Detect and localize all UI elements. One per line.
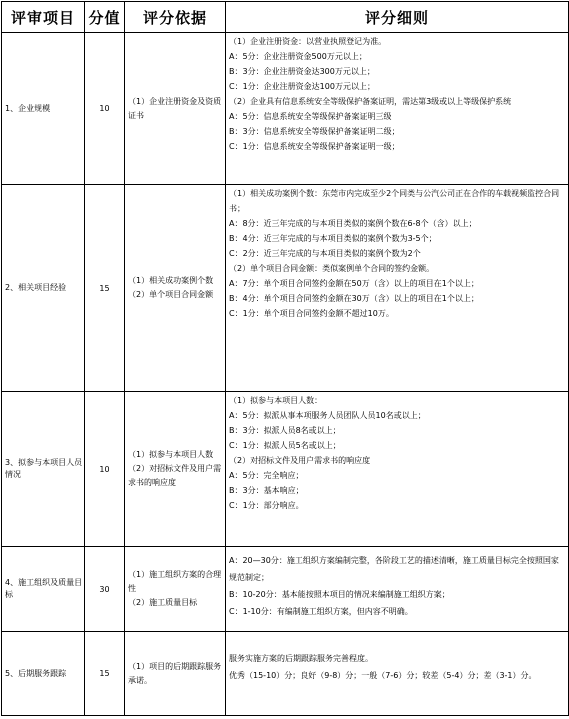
detail-line: C：1分：拟派人员5名或以上；	[229, 441, 341, 450]
detail-line: B：3分：拟派人员8名或以上；	[229, 426, 341, 435]
row-project: 1、企业规模	[2, 33, 85, 185]
row-basis	[125, 632, 226, 716]
detail-line: （1）拟参与本项目人数：	[229, 396, 323, 405]
row-project: 5、后期服务跟踪	[2, 632, 85, 716]
detail-line: B：3分：企业注册资金达300万元以上；	[229, 67, 375, 76]
row-score: 10	[85, 33, 125, 185]
detail-line: C：1分：部分响应。	[229, 501, 304, 510]
detail-line: C：2分：近三年完成的与本项目类似的案例个数为2个	[229, 249, 421, 258]
detail-line: （2）企业具有信息系统安全等级保护备案证明，需达第3级或以上等级保护系统	[229, 97, 512, 106]
detail-line: A：5分：信息系统安全等级保护备案证明三级	[229, 112, 392, 121]
basis-line: （2）对招标文件及用户需求书的响应度	[128, 464, 222, 487]
detail-line: C：1分：信息系统安全等级保护备案证明一级；	[229, 142, 400, 151]
detail-line: A：5分：企业注册资金500万元以上；	[229, 52, 367, 61]
header-details: 评分细则	[226, 2, 569, 33]
detail-line: C：1分：单个项目合同签约金额不超过10万。	[229, 309, 394, 318]
row-details	[226, 632, 569, 716]
detail-line: （1）企业注册资金：以营业执照登记为准。	[229, 37, 387, 46]
detail-line: A：8分：近三年完成的与本项目类似的案例个数在6-8个（含）以上；	[229, 219, 477, 228]
row-basis	[125, 547, 226, 632]
header-project: 评审项目	[2, 2, 85, 33]
detail-line: （2）单个项目合同金额：类似案例单个合同的签约金额。	[229, 264, 435, 273]
row-project: 4、施工组织及质量目标	[2, 547, 85, 632]
detail-line: C：1-10分：有编制施工组织方案，但内容不明确。	[229, 607, 413, 616]
detail-line: 优秀（15-10）分；良好（9-8）分；一般（7-6）分；较差（5-4）分；差（3-1）分。	[229, 671, 537, 680]
row-basis	[125, 185, 226, 392]
detail-line: C：1分：企业注册资金达100万元以上；	[229, 82, 375, 91]
table-row	[2, 185, 569, 392]
detail-line: （1）相关成功案例个数：东莞市内完成至少2个同类与公汽公司正在合作的车载视频监控合同书；	[229, 189, 560, 213]
row-score: 10	[85, 392, 125, 547]
row-score: 15	[85, 185, 125, 392]
basis-line: （1）相关成功案例个数	[128, 276, 214, 285]
table-header-row	[2, 2, 569, 33]
row-details	[226, 547, 569, 632]
detail-line: B：3分：信息系统安全等级保护备案证明二级；	[229, 127, 400, 136]
detail-line: A：5分：拟派从事本项服务人员团队人员10名或以上；	[229, 411, 426, 420]
detail-line: B：4分：近三年完成的与本项目类似的案例个数为3-5个；	[229, 234, 437, 243]
detail-line: B：4分：单个项目合同签约金额在30万（含）以上的项目在1个以上；	[229, 294, 479, 303]
row-project: 3、拟参与本项目人员情况	[2, 392, 85, 547]
table-row	[2, 632, 569, 716]
detail-line: B：10-20分：基本能按照本项目的情况来编制施工组织方案；	[229, 590, 450, 599]
table-row	[2, 33, 569, 185]
row-basis	[125, 392, 226, 547]
scoring-table	[1, 1, 569, 716]
detail-line: 服务实施方案的后期跟踪服务完善程度。	[229, 654, 373, 663]
basis-line: （1）项目的后期跟踪服务承诺。	[128, 661, 222, 685]
header-basis: 评分依据	[125, 2, 226, 33]
basis-line: （1）拟参与本项目人数	[128, 450, 214, 459]
header-score: 分值	[85, 2, 125, 33]
detail-line: A：5分：完全响应；	[229, 471, 304, 480]
row-score: 30	[85, 547, 125, 632]
detail-line: B：3分：基本响应；	[229, 486, 304, 495]
row-details	[226, 392, 569, 547]
table-row	[2, 547, 569, 632]
row-details	[226, 33, 569, 185]
row-basis	[125, 33, 226, 185]
detail-line: （2）对招标文件及用户需求书的响应度	[229, 456, 371, 465]
basis-line: （2）施工质量目标	[128, 598, 198, 607]
basis-line: （1）施工组织方案的合理性	[128, 570, 222, 593]
row-details	[226, 185, 569, 392]
table-row	[2, 392, 569, 547]
row-score: 15	[85, 632, 125, 716]
basis-line: （1）企业注册资金及资质证书	[128, 96, 222, 120]
basis-line: （2）单个项目合同金额	[128, 290, 214, 299]
row-project: 2、相关项目经验	[2, 185, 85, 392]
detail-line: A：20—30分：施工组织方案编制完整，各阶段工艺的描述清晰，施工质量目标完全按照国家规范制定；	[229, 556, 559, 582]
detail-line: A：7分：单个项目合同签约金额在50万（含）以上的项目在1个以上；	[229, 279, 479, 288]
